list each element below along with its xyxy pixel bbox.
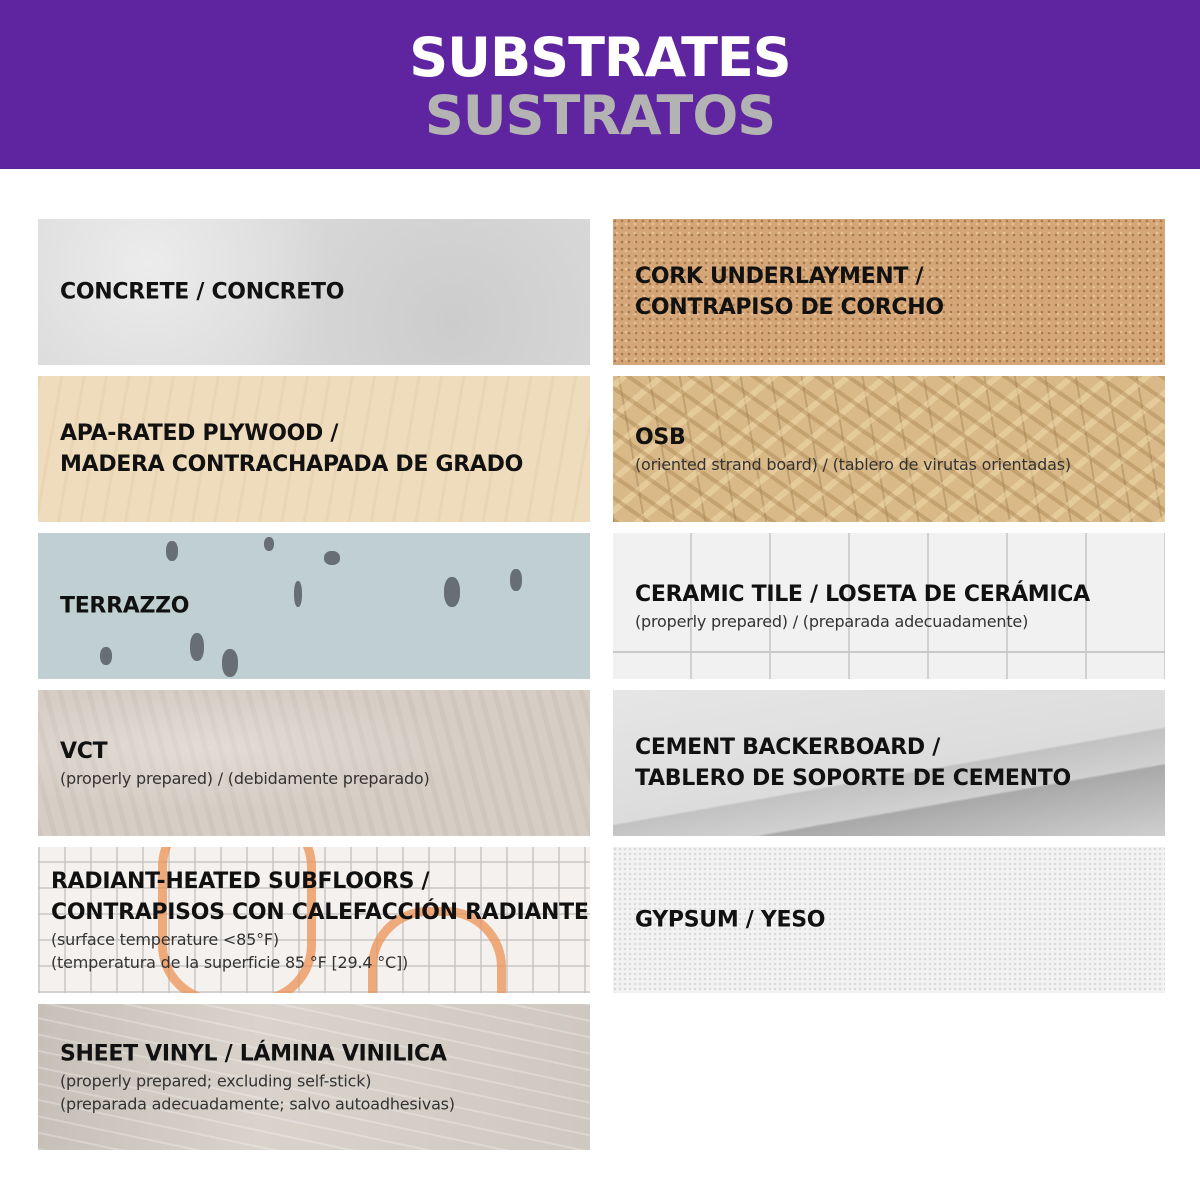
substrate-tile-concrete <box>38 219 590 365</box>
substrate-note: (surface temperature <85°F) <box>51 930 279 949</box>
substrate-title: CONTRAPISOS CON CALEFACCIÓN RADIANTE <box>51 900 589 925</box>
terrazzo-chip <box>100 647 112 665</box>
terrazzo-chip <box>222 649 238 677</box>
terrazzo-chip <box>324 551 340 565</box>
title-english: SUBSTRATES <box>409 26 791 89</box>
substrate-tile-vct <box>38 690 590 836</box>
substrate-title: TERRAZZO <box>60 593 190 619</box>
substrate-note: (properly prepared) / (debidamente preparado) <box>60 769 430 788</box>
substrate-title: CERAMIC TILE / LOSETA DE CERÁMICA <box>635 582 1090 607</box>
substrate-note: (temperatura de la superficie 85 °F [29.4 °C]) <box>51 953 409 972</box>
substrate-title: CORK UNDERLAYMENT / <box>635 264 924 289</box>
terrazzo-chip <box>166 541 178 561</box>
substrate-title: CONCRETE / CONCRETO <box>60 279 345 305</box>
substrate-title: RADIANT-HEATED SUBFLOORS / <box>51 869 430 894</box>
substrate-note: (preparada adecuadamente; salvo autoadhesivas) <box>60 1094 455 1114</box>
terrazzo-chip <box>190 633 204 661</box>
substrate-tile-osb <box>613 376 1165 522</box>
substrate-title: APA-RATED PLYWOOD / <box>60 421 339 446</box>
substrate-tile-plywood <box>38 376 590 522</box>
substrate-note: (oriented strand board) / (tablero de virutas orientadas) <box>635 455 1071 474</box>
substrate-title: SHEET VINYL / LÁMINA VINILICA <box>60 1041 447 1067</box>
substrate-title: GYPSUM / YESO <box>635 907 826 933</box>
header-banner <box>0 0 1200 169</box>
substrate-title: VCT <box>60 739 108 764</box>
substrate-tile-ceramic-tile <box>613 533 1165 679</box>
substrate-title: MADERA CONTRACHAPADA DE GRADO <box>60 452 523 477</box>
terrazzo-chip <box>510 569 522 591</box>
substrate-title: OSB <box>635 425 686 450</box>
title-spanish: SUSTRATOS <box>424 84 776 147</box>
substrate-tile-sheet-vinyl <box>38 1004 590 1150</box>
substrate-tile-cement-backerboard <box>613 690 1165 836</box>
substrate-title: CEMENT BACKERBOARD / <box>635 735 940 760</box>
substrate-tile-cork-underlayment <box>613 219 1165 365</box>
substrate-note: (properly prepared; excluding self-stick) <box>60 1071 372 1091</box>
substrate-tile-gypsum <box>613 847 1165 993</box>
substrate-tile-radiant-heated-subfloors <box>38 847 590 993</box>
substrate-title: TABLERO DE SOPORTE DE CEMENTO <box>635 766 1071 791</box>
substrate-title: CONTRAPISO DE CORCHO <box>635 295 944 320</box>
substrate-note: (properly prepared) / (preparada adecuadamente) <box>635 612 1029 631</box>
terrazzo-chip <box>264 537 274 551</box>
substrate-tile-terrazzo <box>38 533 590 679</box>
